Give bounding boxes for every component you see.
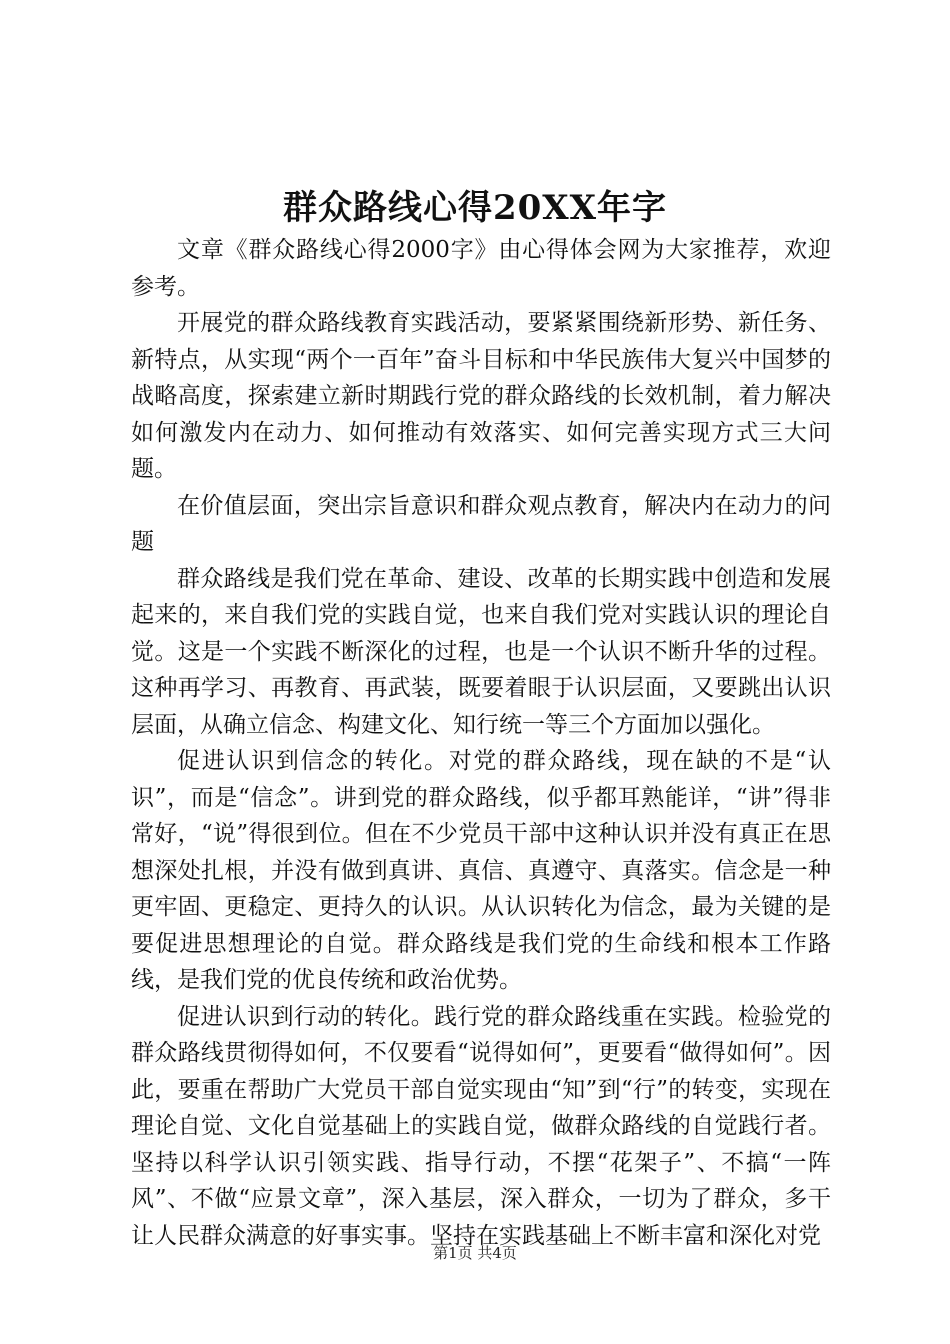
paragraph-section-heading: 在价值层面，突出宗旨意识和群众观点教育，解决内在动力的问题 <box>131 492 831 555</box>
paragraph-action: 促进认识到行动的转化。践行党的群众路线重在实践。检验党的群众路线贯彻得如何，不仅要看“说得如何”，更要看“做得如何”。因此，要重在帮助广大党员干部自觉实现由“知”到“行”的转变，实现在理论自觉、文化自觉基础上的实践自觉，做群众路线的自觉践行者。坚持以科学认识引领实践、指导行动，不摆“花架子”、不搞“一阵风”、不做“应景文章”，深入基层，深入群众，一切为了群众，多干让人民群众满意的好事实事。坚持在实践基础上不断丰富和深化对党 <box>131 1003 831 1249</box>
paragraph-theory: 群众路线是我们党在革命、建设、改革的长期实践中创造和发展起来的，来自我们党的实践自觉，也来自我们党对实践认识的理论自觉。这是一个实践不断深化的过程，也是一个认识不断升华的过程。这种再学习、再教育、再武装，既要着眼于认识层面，又要跳出认识层面，从确立信念、构建文化、知行统一等三个方面加以强化。 <box>131 565 831 738</box>
paragraph-belief: 促进认识到信念的转化。对党的群众路线，现在缺的不是“认识”，而是“信念”。讲到党的群众路线，似乎都耳熟能详，“讲”得非常好，“说”得很到位。但在不少党员干部中这种认识并没有真正在思想深处扎根，并没有做到真讲、真信、真遵守、真落实。信念是一种更牢固、更稳定、更持久的认识。从认识转化为信念，最为关键的是要促进思想理论的自觉。群众路线是我们党的生命线和根本工作路线，是我们党的优良传统和政治优势。 <box>131 748 831 993</box>
page-number-footer: 第1页 共4页 <box>433 1244 517 1262</box>
paragraph-intro: 文章《群众路线心得2000字》由心得体会网为大家推荐，欢迎参考。 <box>131 237 831 300</box>
document-body <box>131 232 831 1254</box>
document-title: 群众路线心得20XX年字 <box>282 188 668 228</box>
paragraph-overview: 开展党的群众路线教育实践活动，要紧紧围绕新形势、新任务、新特点，从实现“两个一百年”奋斗目标和中华民族伟大复兴中国梦的战略高度，探索建立新时期践行党的群众路线的长效机制，着力解决如何激发内在动力、如何推动有效落实、如何完善实现方式三大问题。 <box>131 310 831 482</box>
